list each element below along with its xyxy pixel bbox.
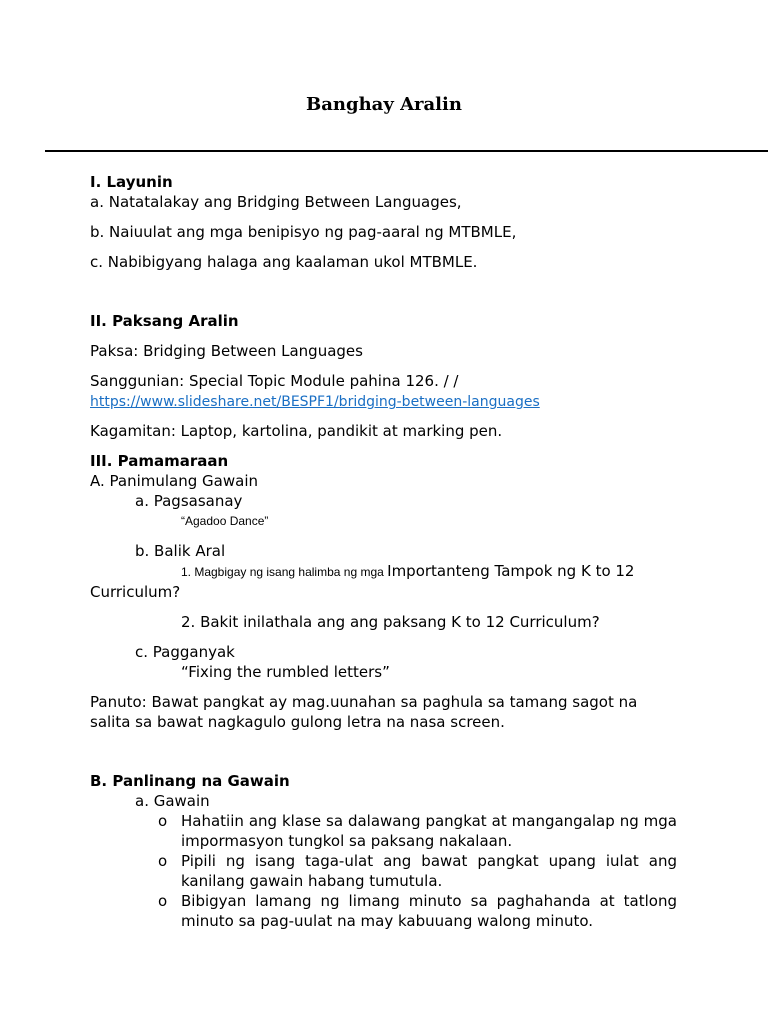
section-heading-layunin: I. Layunin bbox=[90, 173, 173, 191]
pagsasanay-label: a. Pagsasanay bbox=[135, 492, 243, 510]
sanggunian-line: Sanggunian: Special Topic Module pahina 126. / / bbox=[90, 372, 459, 390]
list-item: o Pipili ng isang taga-ulat ang bawat pangkat upang iulat ang kanilang gawain habang tumutula. bbox=[158, 852, 677, 890]
section-heading-paksang-aralin: II. Paksang Aralin bbox=[90, 312, 239, 330]
balik-aral-question-2: 2. Bakit inilathala ang ang paksang K to 12 Curriculum? bbox=[181, 613, 600, 631]
pagganyak-label: c. Pagganyak bbox=[135, 643, 235, 661]
gawain-list bbox=[90, 811, 677, 931]
page-title: Banghay Aralin bbox=[306, 94, 462, 115]
title-rule bbox=[45, 150, 768, 152]
objective-a: a. Natatalakay ang Bridging Between Languages, bbox=[90, 193, 462, 211]
paksa-line: Paksa: Bridging Between Languages bbox=[90, 342, 363, 360]
bullet-marker: o bbox=[158, 852, 168, 870]
question-1-text: Importanteng Tampok ng K to 12 bbox=[387, 562, 635, 580]
pagganyak-detail: “Fixing the rumbled letters” bbox=[181, 663, 390, 681]
bullet-marker: o bbox=[158, 812, 168, 830]
objective-c: c. Nabibigyang halaga ang kaalaman ukol MTBMLE. bbox=[90, 253, 478, 271]
list-item: o Bibigyan lamang ng limang minuto sa paghahanda at tatlong minuto sa pag-uulat na may kabuuang walong minuto. bbox=[158, 892, 677, 930]
section-heading-pamamaraan: III. Pamamaraan bbox=[90, 452, 229, 470]
section-heading-panlinang: B. Panlinang na Gawain bbox=[90, 772, 290, 790]
reference-link[interactable]: https://www.slideshare.net/BESPF1/bridging-between-languages bbox=[90, 394, 540, 410]
panimulang-gawain-title: A. Panimulang Gawain bbox=[90, 472, 258, 490]
pagsasanay-detail: “Agadoo Dance” bbox=[181, 514, 269, 528]
document-body bbox=[90, 172, 677, 931]
balik-aral-question-1 bbox=[90, 561, 677, 582]
question-1-continuation: Curriculum? bbox=[90, 583, 181, 601]
balik-aral-label: b. Balik Aral bbox=[135, 542, 226, 560]
gawain-label: a. Gawain bbox=[135, 792, 210, 810]
bullet-marker: o bbox=[158, 892, 168, 910]
question-1-small-text: 1. Magbigay ng isang halimba ng mga bbox=[181, 565, 388, 579]
kagamitan-line: Kagamitan: Laptop, kartolina, pandikit at marking pen. bbox=[90, 422, 503, 440]
panuto-paragraph: Panuto: Bawat pangkat ay mag.uunahan sa paghula sa tamang sagot na salita sa bawat nagkagulo gulong letra na nasa screen. bbox=[90, 693, 638, 731]
list-item: o Hahatiin ang klase sa dalawang pangkat at mangangalap ng mga impormasyon tungkol sa paksang nakalaan. bbox=[158, 812, 677, 850]
objective-b: b. Naiuulat ang mga benipisyo ng pag-aaral ng MTBMLE, bbox=[90, 223, 517, 241]
